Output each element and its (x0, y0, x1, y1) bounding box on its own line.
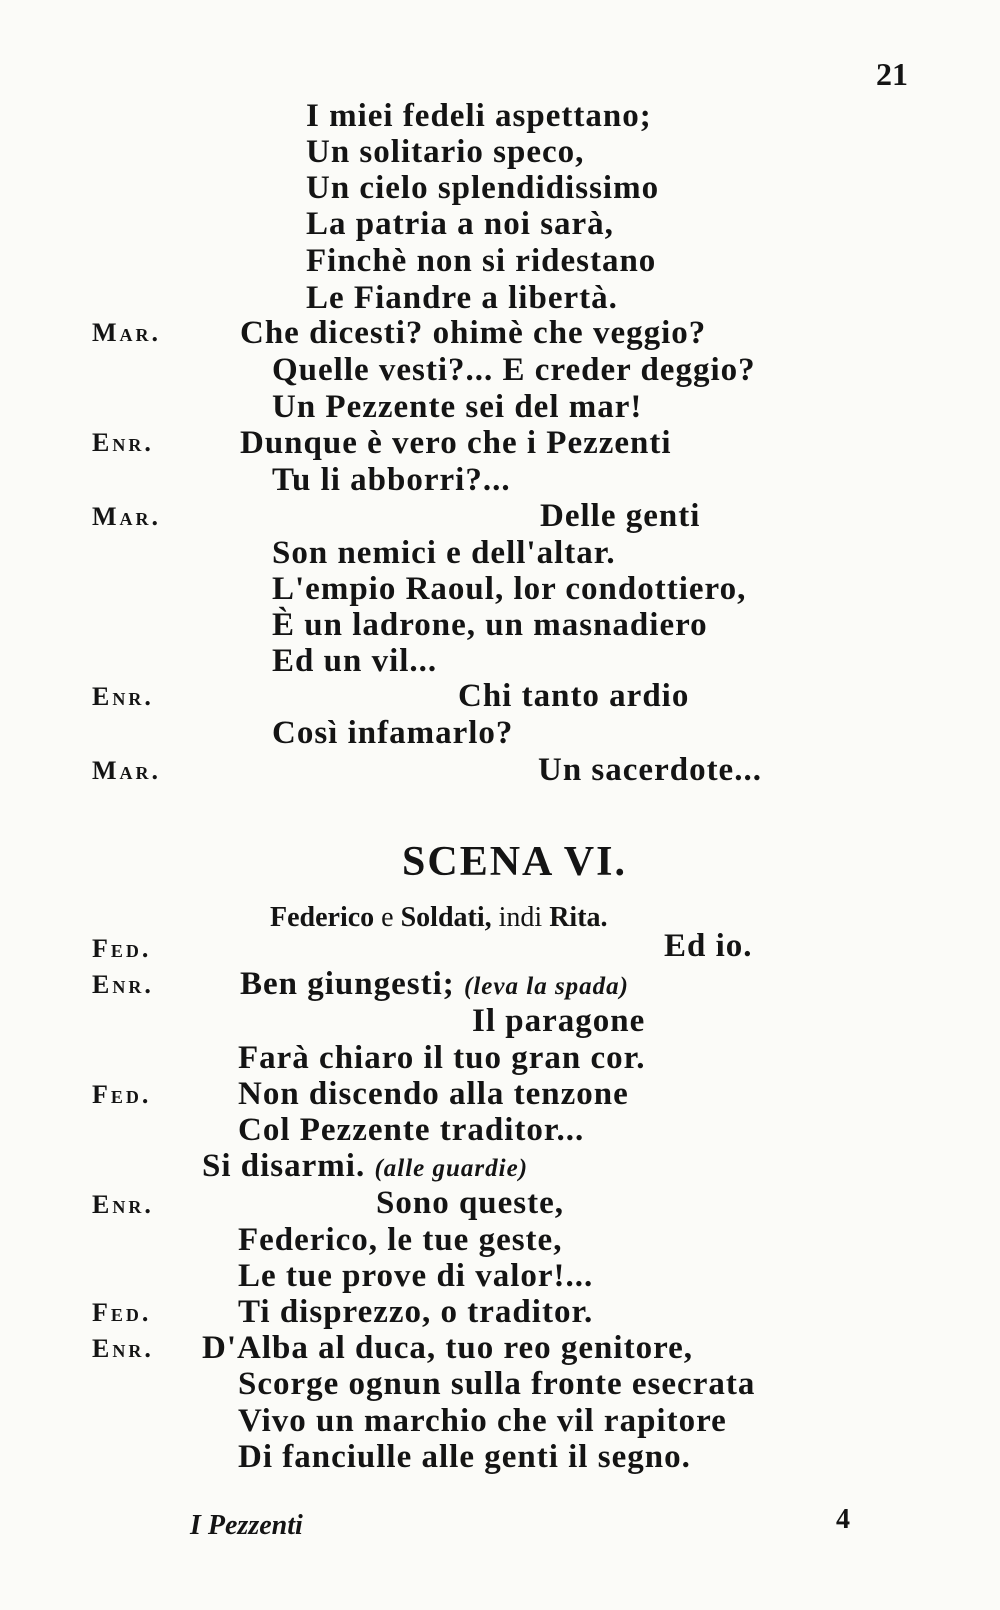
scene-characters (270, 902, 608, 934)
scene-conjunction: indi (498, 902, 543, 933)
verse-line: I miei fedeli aspettano; (306, 98, 652, 134)
verse-line: Tu li abborri?... (272, 462, 511, 498)
verse-line: Col Pezzente traditor... (238, 1112, 585, 1148)
verse-line: Le Fiandre a libertà. (306, 280, 618, 316)
scene-title: SCENA VI. (402, 839, 627, 885)
verse-line: Federico, le tue geste, (238, 1222, 563, 1258)
verse-line: Delle genti (540, 498, 701, 534)
speaker-label: Enr. (92, 1334, 154, 1363)
verse-line: Ed un vil... (272, 643, 438, 679)
verse-line (240, 966, 629, 1003)
verse-line: Scorge ognun sulla fronte esecrata (238, 1366, 756, 1402)
signature-mark: I Pezzenti (190, 1510, 303, 1541)
speaker-label: Enr. (92, 428, 154, 457)
scene-conjunction: e (381, 902, 394, 933)
speaker-label: Mar. (92, 502, 162, 531)
speaker-label: Fed. (92, 1080, 152, 1109)
scene-character: Soldati, (400, 902, 492, 933)
speaker-label: Enr. (92, 682, 154, 711)
verse-line: Ti disprezzo, o traditor. (238, 1294, 594, 1330)
speaker-label: Enr. (92, 1190, 154, 1219)
speaker-label: Fed. (92, 1298, 152, 1327)
scene-character: Rita. (549, 902, 608, 933)
speaker-label: Mar. (92, 756, 162, 785)
verse-line: Dunque è vero che i Pezzenti (240, 425, 672, 461)
verse-line: Finchè non si ridestano (306, 243, 657, 279)
speaker-label: Mar. (92, 318, 162, 347)
verse-line: Un cielo splendidissimo (306, 170, 660, 206)
verse-line: Non discendo alla tenzone (238, 1076, 629, 1112)
verse-text: Si disarmi. (202, 1148, 366, 1184)
verse-line: Un solitario speco, (306, 134, 585, 170)
scene-character: Federico (270, 902, 375, 933)
verse-line: Quelle vesti?... E creder deggio? (272, 352, 756, 388)
speaker-label: Enr. (92, 970, 154, 999)
verse-line: Le tue prove di valor!... (238, 1258, 594, 1294)
signature-number: 4 (836, 1504, 850, 1535)
verse-line: Ed io. (664, 928, 753, 964)
verse-line: D'Alba al duca, tuo reo genitore, (202, 1330, 694, 1366)
verse-line: Chi tanto ardio (458, 678, 690, 714)
verse-line: Vivo un marchio che vil rapitore (238, 1403, 727, 1439)
verse-line: Il paragone (472, 1003, 646, 1039)
speaker-label: Fed. (92, 934, 152, 963)
stage-direction: (alle guardie) (374, 1155, 529, 1182)
page-number: 21 (876, 56, 908, 92)
verse-text: Ben giungesti; (240, 966, 455, 1002)
verse-line: Un Pezzente sei del mar! (272, 389, 643, 425)
verse-line: È un ladrone, un masnadiero (272, 607, 708, 643)
verse-line: Farà chiaro il tuo gran cor. (238, 1040, 646, 1076)
verse-line: La patria a noi sarà, (306, 206, 614, 242)
verse-line: L'empio Raoul, lor condottiero, (272, 571, 747, 607)
verse-line: Che dicesti? ohimè che veggio? (240, 315, 707, 351)
stage-direction: (leva la spada) (464, 973, 629, 1000)
verse-line: Di fanciulle alle genti il segno. (238, 1439, 691, 1475)
verse-line: Un sacerdote... (538, 752, 762, 788)
verse-line: Sono queste, (376, 1185, 565, 1221)
verse-line: Son nemici e dell'altar. (272, 535, 616, 571)
verse-line: Così infamarlo? (272, 715, 514, 751)
verse-line (202, 1148, 528, 1185)
